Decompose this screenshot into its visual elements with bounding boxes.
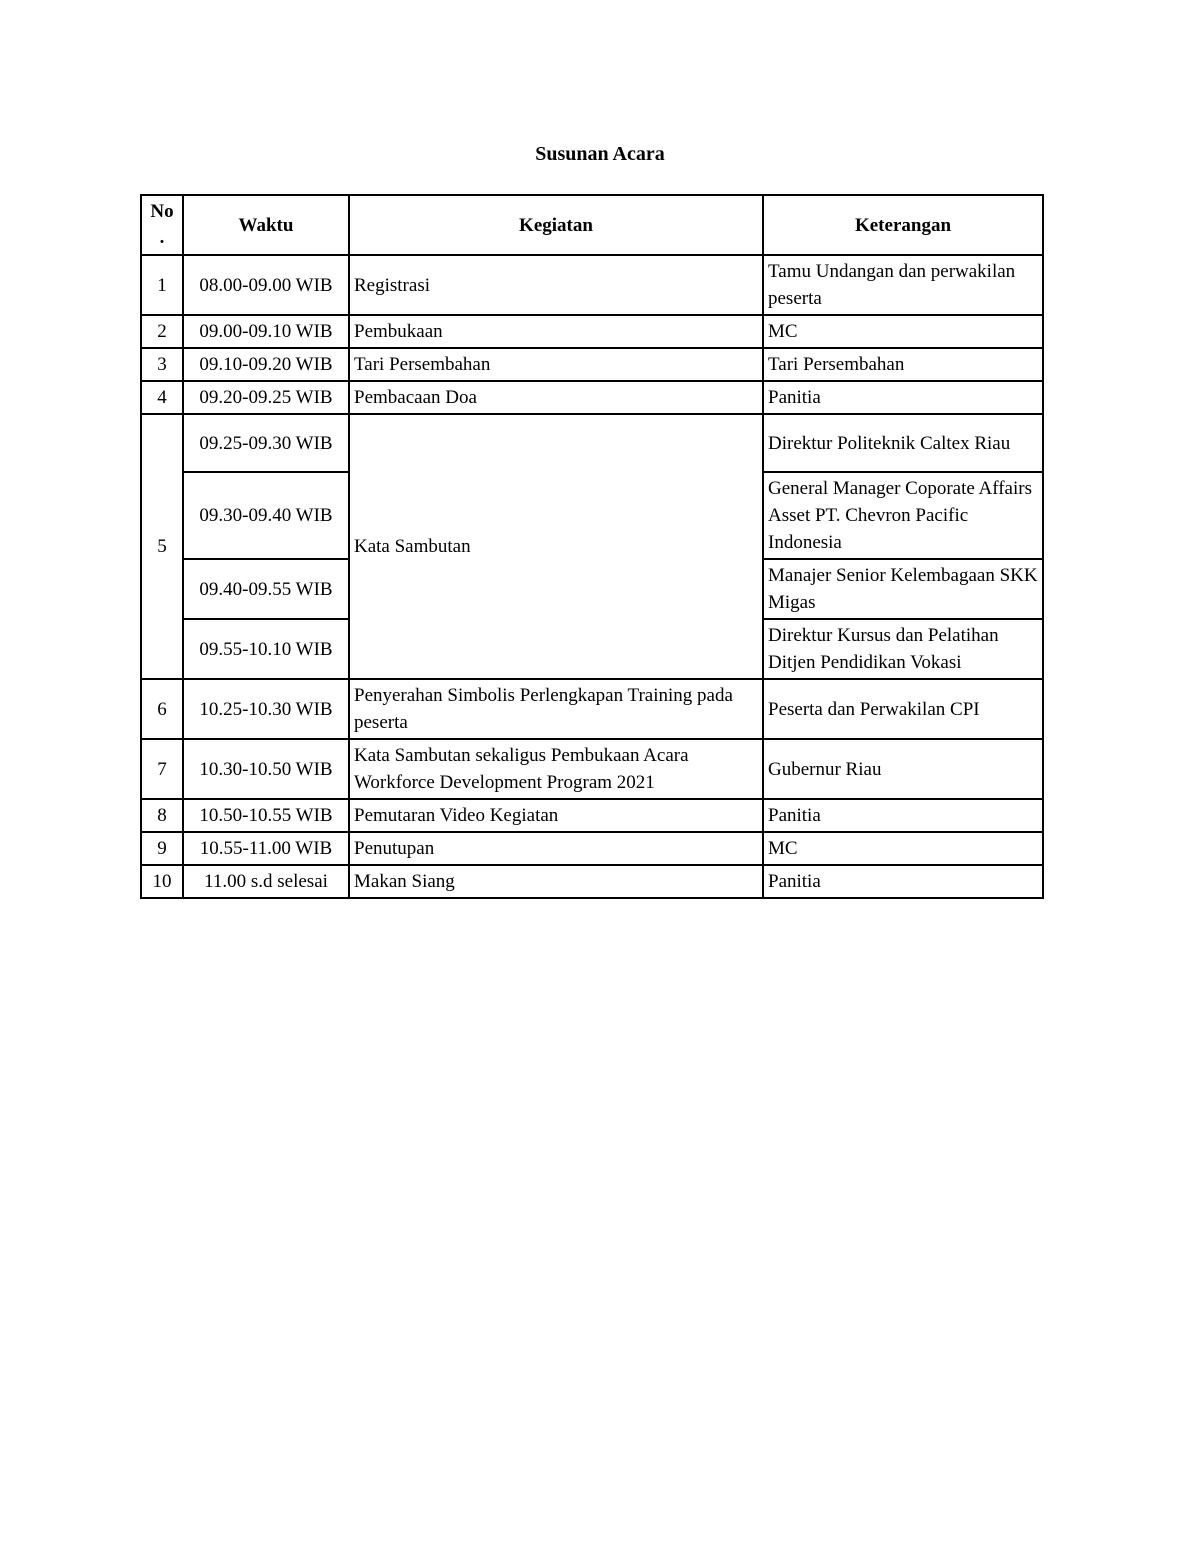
cell-time: 09.20-09.25 WIB <box>183 381 349 414</box>
cell-note: General Manager Coporate Affairs Asset PT. Chevron Pacific Indonesia <box>763 472 1043 559</box>
table-row <box>141 679 1043 739</box>
cell-activity: Kata Sambutan <box>349 414 763 679</box>
cell-note: Panitia <box>763 381 1043 414</box>
cell-note: Direktur Kursus dan Pelatihan Ditjen Pendidikan Vokasi <box>763 619 1043 679</box>
table-row <box>141 865 1043 898</box>
cell-activity: Pembukaan <box>349 315 763 348</box>
cell-time: 09.55-10.10 WIB <box>183 619 349 679</box>
cell-activity: Pembacaan Doa <box>349 381 763 414</box>
cell-activity: Penyerahan Simbolis Perlengkapan Training pada peserta <box>349 679 763 739</box>
table-row <box>141 799 1043 832</box>
header-time: Waktu <box>183 195 349 255</box>
cell-time: 08.00-09.00 WIB <box>183 255 349 315</box>
cell-activity: Makan Siang <box>349 865 763 898</box>
cell-time: 11.00 s.d selesai <box>183 865 349 898</box>
cell-note: Tamu Undangan dan perwakilan peserta <box>763 255 1043 315</box>
cell-activity: Pemutaran Video Kegiatan <box>349 799 763 832</box>
cell-note: MC <box>763 832 1043 865</box>
cell-activity: Kata Sambutan sekaligus Pembukaan Acara Workforce Development Program 2021 <box>349 739 763 799</box>
cell-no: 6 <box>141 679 183 739</box>
cell-time: 09.10-09.20 WIB <box>183 348 349 381</box>
cell-note: Manajer Senior Kelembagaan SKK Migas <box>763 559 1043 619</box>
cell-no: 3 <box>141 348 183 381</box>
cell-note: Direktur Politeknik Caltex Riau <box>763 414 1043 472</box>
table-row <box>141 255 1043 315</box>
table-row <box>141 348 1043 381</box>
cell-time: 09.00-09.10 WIB <box>183 315 349 348</box>
cell-time: 09.30-09.40 WIB <box>183 472 349 559</box>
cell-note: Tari Persembahan <box>763 348 1043 381</box>
cell-no: 5 <box>141 414 183 679</box>
cell-note: Panitia <box>763 865 1043 898</box>
table-row <box>141 739 1043 799</box>
cell-time: 10.30-10.50 WIB <box>183 739 349 799</box>
table-header-row <box>141 195 1043 255</box>
schedule-table <box>140 194 1044 899</box>
cell-no: 2 <box>141 315 183 348</box>
cell-note: Gubernur Riau <box>763 739 1043 799</box>
cell-no: 1 <box>141 255 183 315</box>
cell-no: 8 <box>141 799 183 832</box>
header-no-line1: No <box>150 201 174 222</box>
table-row <box>141 381 1043 414</box>
cell-no: 7 <box>141 739 183 799</box>
cell-time: 09.40-09.55 WIB <box>183 559 349 619</box>
table-row <box>141 832 1043 865</box>
header-note: Keterangan <box>763 195 1043 255</box>
cell-time: 10.25-10.30 WIB <box>183 679 349 739</box>
page-title: Susunan Acara <box>535 143 665 165</box>
cell-activity: Penutupan <box>349 832 763 865</box>
header-no-line2: . <box>159 227 165 248</box>
cell-note: Peserta dan Perwakilan CPI <box>763 679 1043 739</box>
table-row <box>141 315 1043 348</box>
cell-activity: Registrasi <box>349 255 763 315</box>
cell-no: 4 <box>141 381 183 414</box>
cell-activity: Tari Persembahan <box>349 348 763 381</box>
cell-note: Panitia <box>763 799 1043 832</box>
cell-time: 10.55-11.00 WIB <box>183 832 349 865</box>
table-row <box>141 414 1043 472</box>
cell-no: 9 <box>141 832 183 865</box>
header-activity: Kegiatan <box>349 195 763 255</box>
cell-no: 10 <box>141 865 183 898</box>
cell-time: 09.25-09.30 WIB <box>183 414 349 472</box>
cell-note: MC <box>763 315 1043 348</box>
header-no <box>141 195 183 255</box>
cell-time: 10.50-10.55 WIB <box>183 799 349 832</box>
